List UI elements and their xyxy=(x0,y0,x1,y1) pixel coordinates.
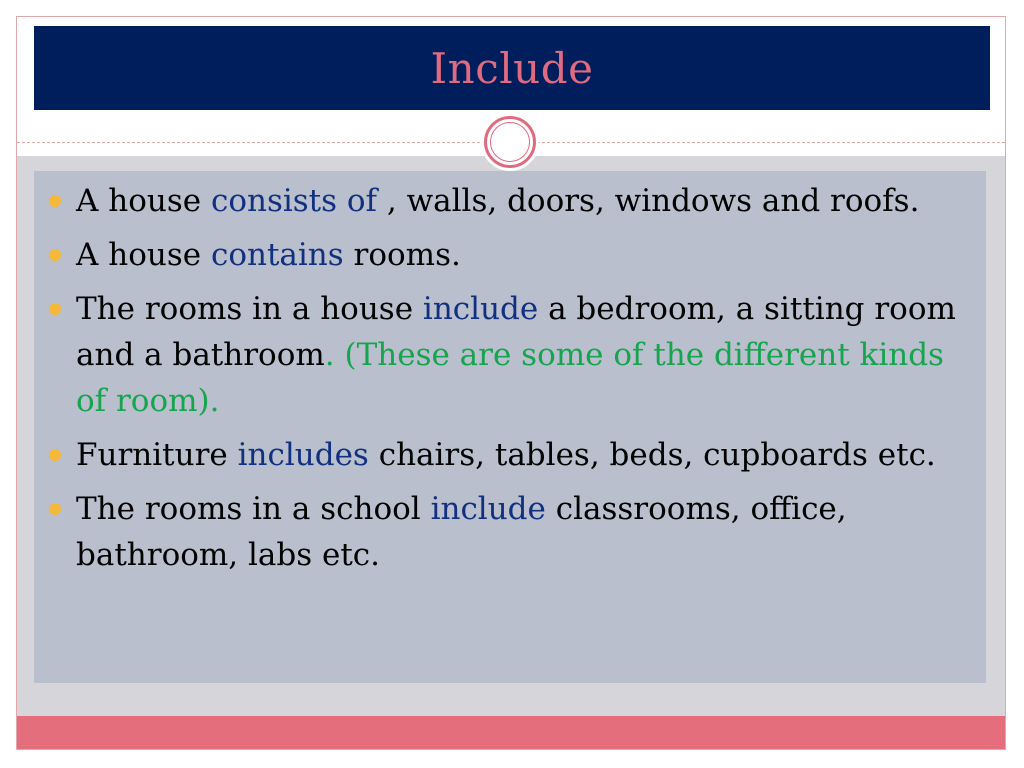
bullet-keyword: contains xyxy=(210,237,344,273)
title-bar xyxy=(34,26,990,110)
bullet-keyword: include xyxy=(430,491,546,527)
bullet-text: A house xyxy=(76,183,211,219)
bullet-text: , walls, doors, windows and roofs. xyxy=(377,183,920,219)
bullet-dot-icon xyxy=(49,195,61,207)
bullet-item xyxy=(44,178,979,224)
bullet-item xyxy=(44,432,979,478)
bullet-keyword: consists of xyxy=(210,183,378,219)
bullet-text: Furniture xyxy=(76,437,238,473)
bullet-keyword: include xyxy=(422,291,539,327)
slide-title: Include xyxy=(430,43,594,93)
bullet-text: The rooms in a school xyxy=(76,491,431,527)
bullet-dot-icon xyxy=(49,303,61,315)
bullet-dot-icon xyxy=(49,249,61,261)
bullet-item xyxy=(44,232,979,278)
bullet-text: rooms. xyxy=(343,237,461,273)
bullet-text: classrooms, office, bathroom, labs etc. xyxy=(76,491,847,573)
bullet-text: The rooms in a house xyxy=(76,291,423,327)
bullet-keyword: includes xyxy=(237,437,369,473)
bullet-list xyxy=(44,178,979,586)
bottom-band xyxy=(17,716,1005,749)
bullet-dot-icon xyxy=(49,449,61,461)
bullet-text: A house xyxy=(76,237,211,273)
bullet-text: a bedroom, a sitting room and a bathroom xyxy=(76,291,956,373)
bullet-note: . (These are some of the different kinds of room). xyxy=(76,337,944,419)
bullet-dot-icon xyxy=(49,503,61,515)
bullet-text: chairs, tables, beds, cupboards etc. xyxy=(368,437,936,473)
ring-ornament-inner xyxy=(490,122,530,162)
bullet-item xyxy=(44,486,979,578)
bullet-item xyxy=(44,286,979,424)
